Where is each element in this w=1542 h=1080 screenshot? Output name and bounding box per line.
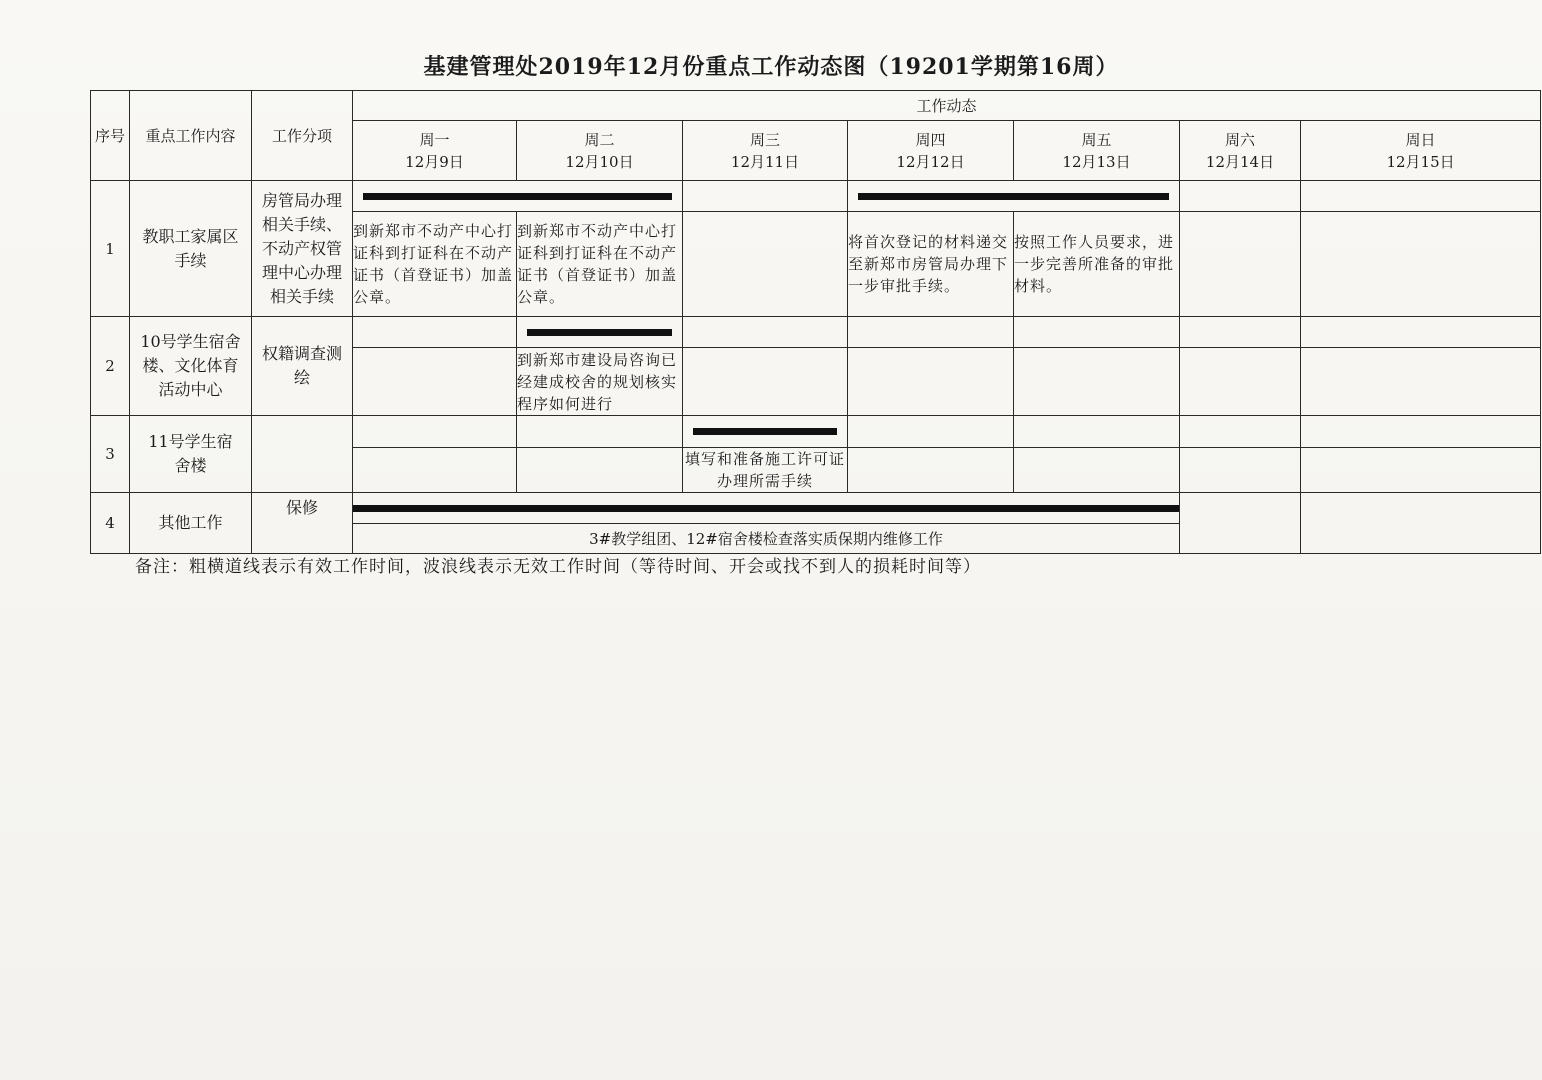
row3-seq: 3 bbox=[91, 416, 130, 493]
effective-time-bar bbox=[858, 193, 1169, 200]
row1-bar-thu-fri bbox=[848, 181, 1180, 212]
header-day-thu: 周四 12月12日 bbox=[848, 121, 1014, 181]
row2-note-mon bbox=[353, 348, 517, 416]
row1-note-wed bbox=[683, 212, 848, 317]
header-dynamic: 工作动态 bbox=[353, 91, 1541, 121]
header-day-fri: 周五 12月13日 bbox=[1014, 121, 1180, 181]
row1-note-fri: 按照工作人员要求，进一步完善所准备的审批材料。 bbox=[1014, 212, 1180, 317]
row2-note-sun bbox=[1301, 348, 1541, 416]
row1-bar-wed bbox=[683, 181, 848, 212]
row1-seq: 1 bbox=[91, 181, 130, 317]
row2-bar-sun bbox=[1301, 317, 1541, 348]
row2-bar-tue bbox=[517, 317, 683, 348]
header-seq: 序号 bbox=[91, 91, 130, 181]
row3-bar-sat bbox=[1180, 416, 1301, 448]
row3-subitem bbox=[252, 416, 353, 493]
row2-note-tue: 到新郑市建设局咨询已经建成校舍的规划核实程序如何进行 bbox=[517, 348, 683, 416]
row3-note-wed: 填写和准备施工许可证办理所需手续 bbox=[683, 448, 848, 493]
row2-note-thu bbox=[848, 348, 1014, 416]
row1-note-sat bbox=[1180, 212, 1301, 317]
row1-bar-mon-tue bbox=[353, 181, 683, 212]
row3-note-thu bbox=[848, 448, 1014, 493]
row3-note-tue bbox=[517, 448, 683, 493]
row2-bar-sat bbox=[1180, 317, 1301, 348]
row2-note-wed bbox=[683, 348, 848, 416]
row3-bar-tue bbox=[517, 416, 683, 448]
row1-note-sun bbox=[1301, 212, 1541, 317]
row3-content: 11号学生宿舍楼 bbox=[130, 416, 252, 493]
page-title: 基建管理处2019年12月份重点工作动态图（19201学期第16周） bbox=[423, 54, 1119, 80]
row3-note-mon bbox=[353, 448, 517, 493]
row2-content: 10号学生宿舍楼、文化体育活动中心 bbox=[130, 317, 252, 416]
row3-note-sun bbox=[1301, 448, 1541, 493]
row2-note-fri bbox=[1014, 348, 1180, 416]
row3-bar-wed bbox=[683, 416, 848, 448]
row2-bar-thu bbox=[848, 317, 1014, 348]
remark-note: 备注：粗横道线表示有效工作时间，波浪线表示无效工作时间（等待时间、开会或找不到人的损耗时间等） bbox=[135, 557, 981, 577]
row4-subitem: 保修 bbox=[252, 493, 353, 554]
row1-note-mon: 到新郑市不动产中心打证科到打证科在不动产证书（首登证书）加盖公章。 bbox=[353, 212, 517, 317]
header-day-wed: 周三 12月11日 bbox=[683, 121, 848, 181]
row4-seq: 4 bbox=[91, 493, 130, 554]
effective-time-bar bbox=[693, 428, 837, 435]
effective-time-bar bbox=[363, 193, 672, 200]
header-day-tue: 周二 12月10日 bbox=[517, 121, 683, 181]
row4-sat bbox=[1180, 493, 1301, 554]
row2-bar-wed bbox=[683, 317, 848, 348]
row3-note-fri bbox=[1014, 448, 1180, 493]
row2-seq: 2 bbox=[91, 317, 130, 416]
row1-bar-sat bbox=[1180, 181, 1301, 212]
header-day-mon: 周一 12月9日 bbox=[353, 121, 517, 181]
row3-bar-thu bbox=[848, 416, 1014, 448]
header-subitem: 工作分项 bbox=[252, 91, 353, 181]
row1-bar-sun bbox=[1301, 181, 1541, 212]
row2-bar-mon bbox=[353, 317, 517, 348]
effective-time-bar bbox=[353, 505, 1179, 512]
row2-subitem: 权籍调查测绘 bbox=[252, 317, 353, 416]
row1-subitem: 房管局办理相关手续、不动产权管理中心办理相关手续 bbox=[252, 181, 353, 317]
header-day-sun: 周日 12月15日 bbox=[1301, 121, 1541, 181]
row4-sun bbox=[1301, 493, 1541, 554]
row1-note-thu: 将首次登记的材料递交至新郑市房管局办理下一步审批手续。 bbox=[848, 212, 1014, 317]
header-content: 重点工作内容 bbox=[130, 91, 252, 181]
row4-content: 其他工作 bbox=[130, 493, 252, 554]
row3-bar-fri bbox=[1014, 416, 1180, 448]
row3-bar-sun bbox=[1301, 416, 1541, 448]
header-day-sat: 周六 12月14日 bbox=[1180, 121, 1301, 181]
row3-bar-mon bbox=[353, 416, 517, 448]
row3-note-sat bbox=[1180, 448, 1301, 493]
schedule-table bbox=[90, 90, 1541, 554]
row4-bar-mon-fri bbox=[353, 493, 1180, 524]
row2-bar-fri bbox=[1014, 317, 1180, 348]
effective-time-bar bbox=[527, 329, 672, 336]
row2-note-sat bbox=[1180, 348, 1301, 416]
row4-note-span: 3#教学组团、12#宿舍楼检查落实质保期内维修工作 bbox=[353, 524, 1180, 554]
row1-content: 教职工家属区手续 bbox=[130, 181, 252, 317]
row1-note-tue: 到新郑市不动产中心打证科到打证科在不动产证书（首登证书）加盖公章。 bbox=[517, 212, 683, 317]
